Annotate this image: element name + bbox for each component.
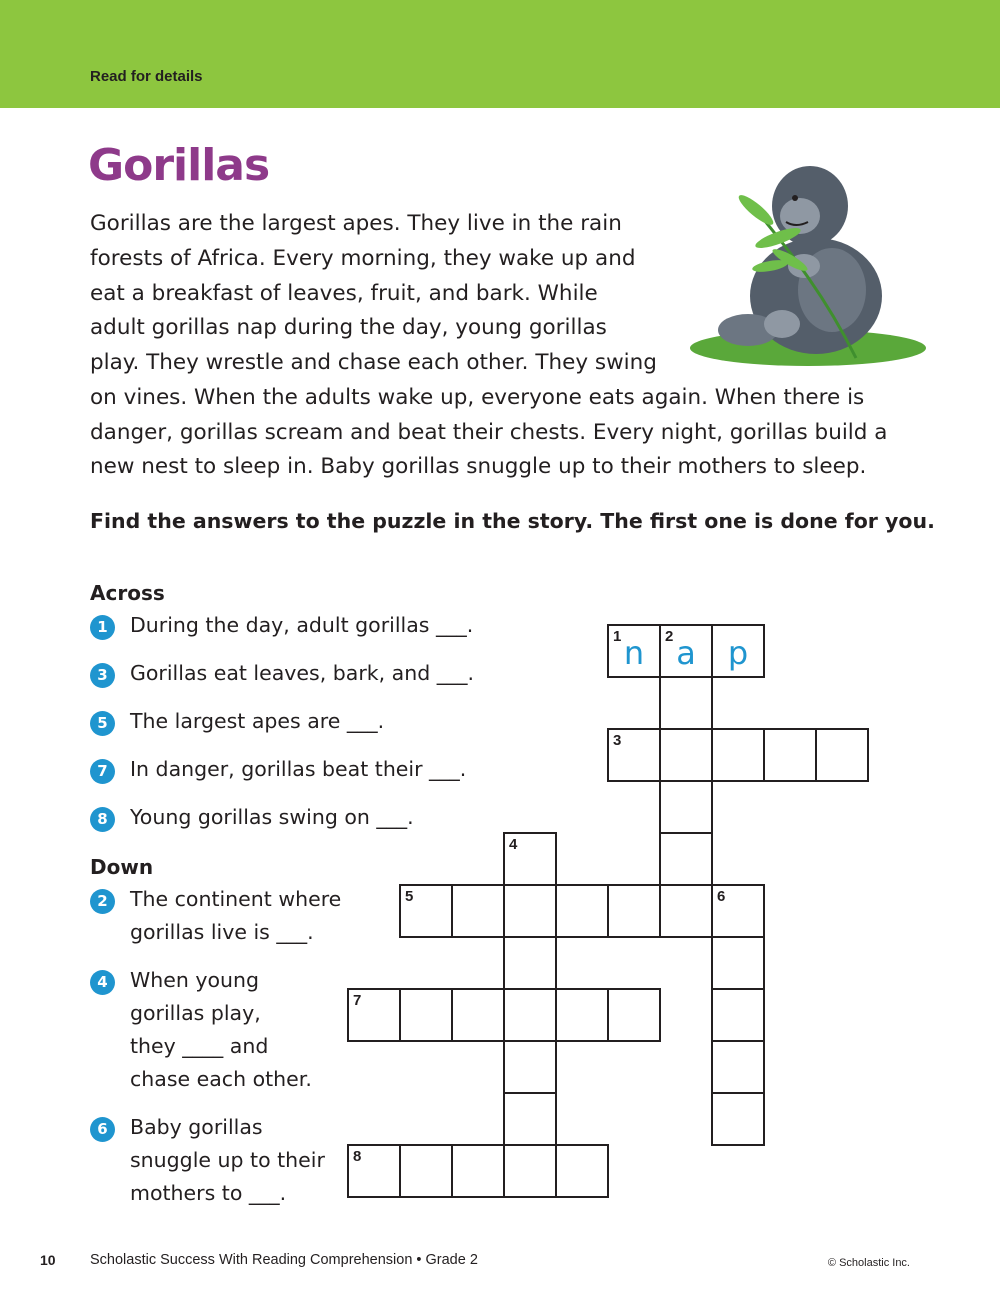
crossword-cell[interactable] (503, 988, 557, 1042)
section-label: Read for details (90, 68, 203, 85)
crossword-cell[interactable] (503, 936, 557, 990)
book-title: Scholastic Success With Reading Comprehension • Grade 2 (90, 1252, 478, 1268)
story-line: play. They wrestle and chase each other. They swing (90, 350, 657, 375)
cell-number: 8 (353, 1148, 362, 1165)
story-line: eat a breakfast of leaves, fruit, and bark. While (90, 281, 598, 306)
crossword-cell[interactable] (763, 728, 817, 782)
cell-number: 3 (613, 732, 622, 749)
crossword-cell[interactable] (659, 832, 713, 886)
clue-text: chase each other. (130, 1067, 312, 1091)
crossword-cell[interactable] (555, 1144, 609, 1198)
crossword-cell[interactable] (503, 1040, 557, 1094)
clue-text: Gorillas eat leaves, bark, and ___. (130, 661, 475, 685)
crossword-cell[interactable] (607, 884, 661, 938)
across-heading: Across (90, 581, 165, 605)
crossword-cell[interactable] (399, 988, 453, 1042)
crossword-cell[interactable] (503, 1144, 557, 1198)
clue-text: In danger, gorillas beat their ___. (130, 757, 467, 781)
crossword-cell[interactable] (711, 884, 765, 938)
crossword-cell[interactable] (503, 884, 557, 938)
crossword-cell[interactable] (659, 676, 713, 730)
cell-letter: n (623, 634, 645, 672)
crossword-cell[interactable] (347, 1144, 401, 1198)
clue-text: they ____ and (130, 1034, 269, 1058)
crossword-cell[interactable] (503, 832, 557, 886)
crossword-cell[interactable] (659, 884, 713, 938)
clue-number-badge: 8 (90, 807, 115, 832)
story-line: on vines. When the adults wake up, everyone eats again. When there is (90, 385, 865, 410)
clue-text: snuggle up to their (130, 1148, 325, 1172)
crossword-cell[interactable] (399, 1144, 453, 1198)
crossword-cell[interactable] (711, 728, 765, 782)
clue-number-badge: 4 (90, 970, 115, 995)
clue-text: When young (130, 968, 260, 992)
clue-text: gorillas play, (130, 1001, 261, 1025)
cell-letter: p (727, 634, 749, 672)
cell-number: 5 (405, 888, 414, 905)
clue-text: Young gorillas swing on ___. (130, 805, 414, 829)
clue-number-badge: 3 (90, 663, 115, 688)
clue-number-badge: 5 (90, 711, 115, 736)
crossword-cell[interactable] (711, 1092, 765, 1146)
crossword-cell[interactable] (659, 728, 713, 782)
crossword-cell[interactable] (451, 988, 505, 1042)
crossword-cell[interactable] (711, 1040, 765, 1094)
story-line: forests of Africa. Every morning, they wake up and (90, 246, 636, 271)
crossword-cell[interactable] (711, 936, 765, 990)
clue-text: During the day, adult gorillas ___. (130, 613, 474, 637)
crossword-cell[interactable] (555, 884, 609, 938)
crossword-cell[interactable] (815, 728, 869, 782)
page-title: Gorillas (88, 140, 270, 191)
instructions: Find the answers to the puzzle in the story. The first one is done for you. (90, 509, 935, 533)
clue-text: gorillas live is ___. (130, 920, 314, 944)
cell-number: 2 (665, 628, 674, 645)
story-line: adult gorillas nap during the day, young gorillas (90, 315, 607, 340)
crossword-cell[interactable] (607, 728, 661, 782)
clue-number-badge: 2 (90, 889, 115, 914)
story-line: Gorillas are the largest apes. They live in the rain (90, 211, 622, 236)
clue-number-badge: 7 (90, 759, 115, 784)
crossword-cell[interactable] (711, 624, 765, 678)
story-line: new nest to sleep in. Baby gorillas snuggle up to their mothers to sleep. (90, 454, 867, 479)
clue-text: The continent where (130, 887, 342, 911)
gorilla-icon (686, 148, 926, 388)
crossword-cell[interactable] (607, 988, 661, 1042)
crossword-cell[interactable] (451, 1144, 505, 1198)
crossword-cell[interactable] (659, 624, 713, 678)
copyright: © Scholastic Inc. (827, 1257, 910, 1269)
crossword-cell[interactable] (399, 884, 453, 938)
crossword-cell[interactable] (659, 780, 713, 834)
crossword-cell[interactable] (555, 988, 609, 1042)
clue-text: The largest apes are ___. (130, 709, 385, 733)
story-line: danger, gorillas scream and beat their chests. Every night, gorillas build a (90, 420, 888, 445)
crossword-cell[interactable] (607, 624, 661, 678)
clue-number-badge: 6 (90, 1117, 115, 1142)
cell-number: 4 (509, 836, 518, 853)
cell-letter: a (676, 634, 696, 672)
clue-text: Baby gorillas (130, 1115, 263, 1139)
page-number: 10 (40, 1252, 56, 1268)
cell-number: 6 (717, 888, 726, 905)
header-banner (0, 0, 1000, 108)
clue-number-badge: 1 (90, 615, 115, 640)
crossword-cell[interactable] (347, 988, 401, 1042)
crossword-cell[interactable] (503, 1092, 557, 1146)
crossword-cell[interactable] (711, 988, 765, 1042)
down-heading: Down (90, 855, 154, 879)
clue-text: mothers to ___. (130, 1181, 287, 1205)
cell-number: 1 (613, 628, 622, 645)
crossword-cell[interactable] (451, 884, 505, 938)
cell-number: 7 (353, 992, 362, 1009)
